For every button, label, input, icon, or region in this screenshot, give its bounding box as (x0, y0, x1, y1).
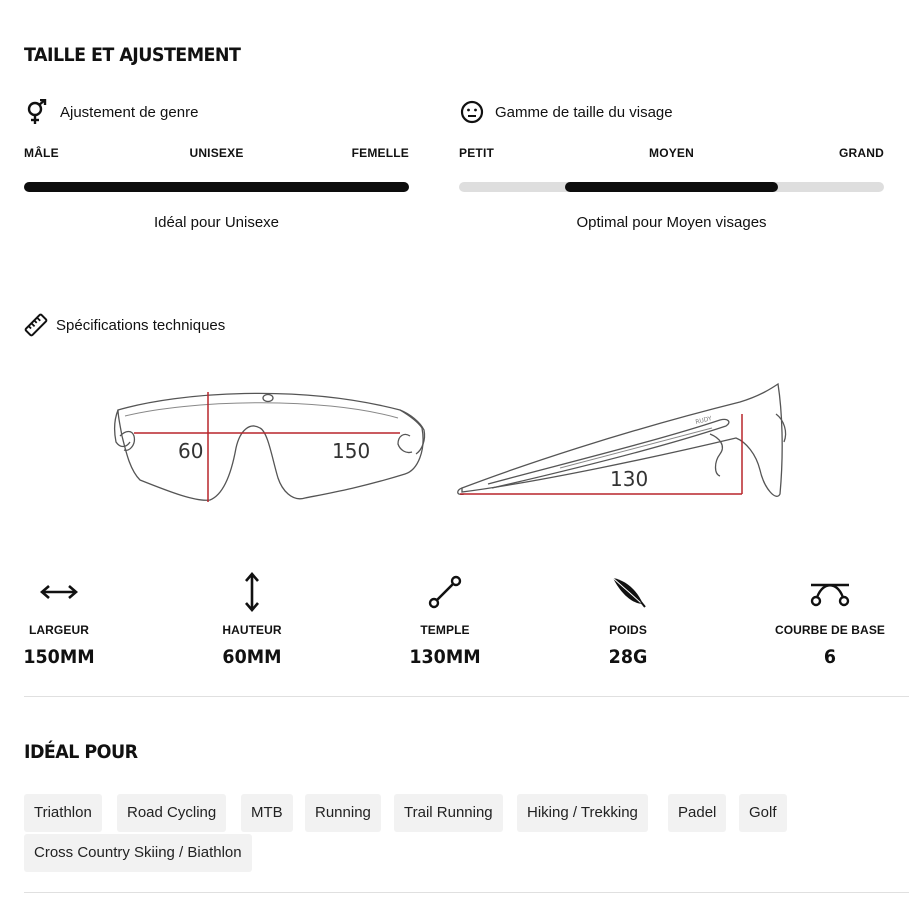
gender-fit-block (24, 98, 409, 231)
face-size-heading (459, 98, 884, 126)
face-scale-label-large: GRAND (839, 146, 884, 160)
metric-temple-label: TEMPLE (420, 623, 470, 637)
width-dimension-label: 150 (332, 439, 371, 463)
face-scale-label-small: PETIT (459, 146, 495, 160)
divider (24, 696, 909, 697)
metric-temple (375, 570, 515, 668)
fit-section-title: TAILLE ET AJUSTEMENT (24, 44, 241, 66)
vertical-arrows-icon (182, 570, 322, 614)
tag-road-cycling[interactable]: Road Cycling (117, 794, 226, 832)
tag-hiking-trekking[interactable]: Hiking / Trekking (517, 794, 648, 832)
spec-metrics-row (24, 570, 886, 680)
temple-icon (375, 570, 515, 614)
gender-scale-label-unisex: UNISEXE (189, 146, 244, 160)
gender-scale-track (24, 182, 409, 192)
divider (24, 892, 909, 893)
gender-fit-heading-text: Ajustement de genre (60, 103, 199, 121)
metric-weight-value: 28G (608, 646, 648, 668)
tech-specs-heading-text: Spécifications techniques (56, 316, 226, 334)
metric-base-curve-value: 6 (823, 646, 837, 668)
tag-triathlon[interactable]: Triathlon (24, 794, 102, 832)
face-scale-labels (459, 146, 884, 162)
tag-cross-country-skiing[interactable]: Cross Country Skiing / Biathlon (24, 834, 252, 872)
tag-padel[interactable]: Padel (668, 794, 726, 832)
gender-icon (24, 99, 50, 125)
gender-fit-caption: Idéal pour Unisexe (153, 214, 280, 231)
feather-icon (558, 570, 698, 614)
svg-text:RUDY: RUDY (694, 415, 713, 426)
tag-mtb[interactable]: MTB (241, 794, 293, 832)
face-scale-label-medium: MOYEN (648, 146, 695, 160)
face-size-heading-text: Gamme de taille du visage (495, 103, 673, 121)
metric-height-value: 60MM (222, 646, 282, 668)
metric-width (0, 570, 129, 668)
metric-weight (558, 570, 698, 668)
gender-scale-label-female: FEMELLE (351, 146, 409, 160)
glasses-dimension-diagram (100, 370, 800, 520)
face-icon (459, 99, 485, 125)
face-size-block (459, 98, 884, 231)
tag-golf[interactable]: Golf (739, 794, 787, 832)
metric-base-curve-label: COURBE DE BASE (774, 623, 886, 637)
glasses-front-view (115, 393, 425, 500)
metric-width-value: 150MM (23, 646, 95, 668)
gender-scale-fill (24, 182, 409, 192)
metric-width-label: LARGEUR (28, 623, 90, 637)
metric-weight-label: POIDS (609, 623, 647, 637)
tag-trail-running[interactable]: Trail Running (394, 794, 503, 832)
temple-dimension-label: 130 (610, 467, 649, 491)
height-dimension-label: 60 (178, 439, 204, 463)
face-scale-track (459, 182, 884, 192)
face-size-caption: Optimal pour Moyen visages (576, 214, 767, 231)
gender-scale-label-male: MÂLE (24, 146, 59, 160)
metric-height-label: HAUTEUR (222, 623, 282, 637)
metric-base-curve (760, 570, 900, 668)
metric-temple-value: 130MM (409, 646, 481, 668)
face-scale-fill (565, 182, 778, 192)
gender-scale-labels (24, 146, 409, 162)
horizontal-arrows-icon (0, 570, 129, 614)
base-curve-icon (760, 570, 900, 614)
gender-fit-heading (24, 98, 409, 126)
ruler-icon (24, 313, 48, 337)
ideal-for-title: IDÉAL POUR (24, 741, 138, 763)
tag-running[interactable]: Running (305, 794, 381, 832)
metric-height (182, 570, 322, 668)
tech-specs-heading (24, 312, 225, 338)
